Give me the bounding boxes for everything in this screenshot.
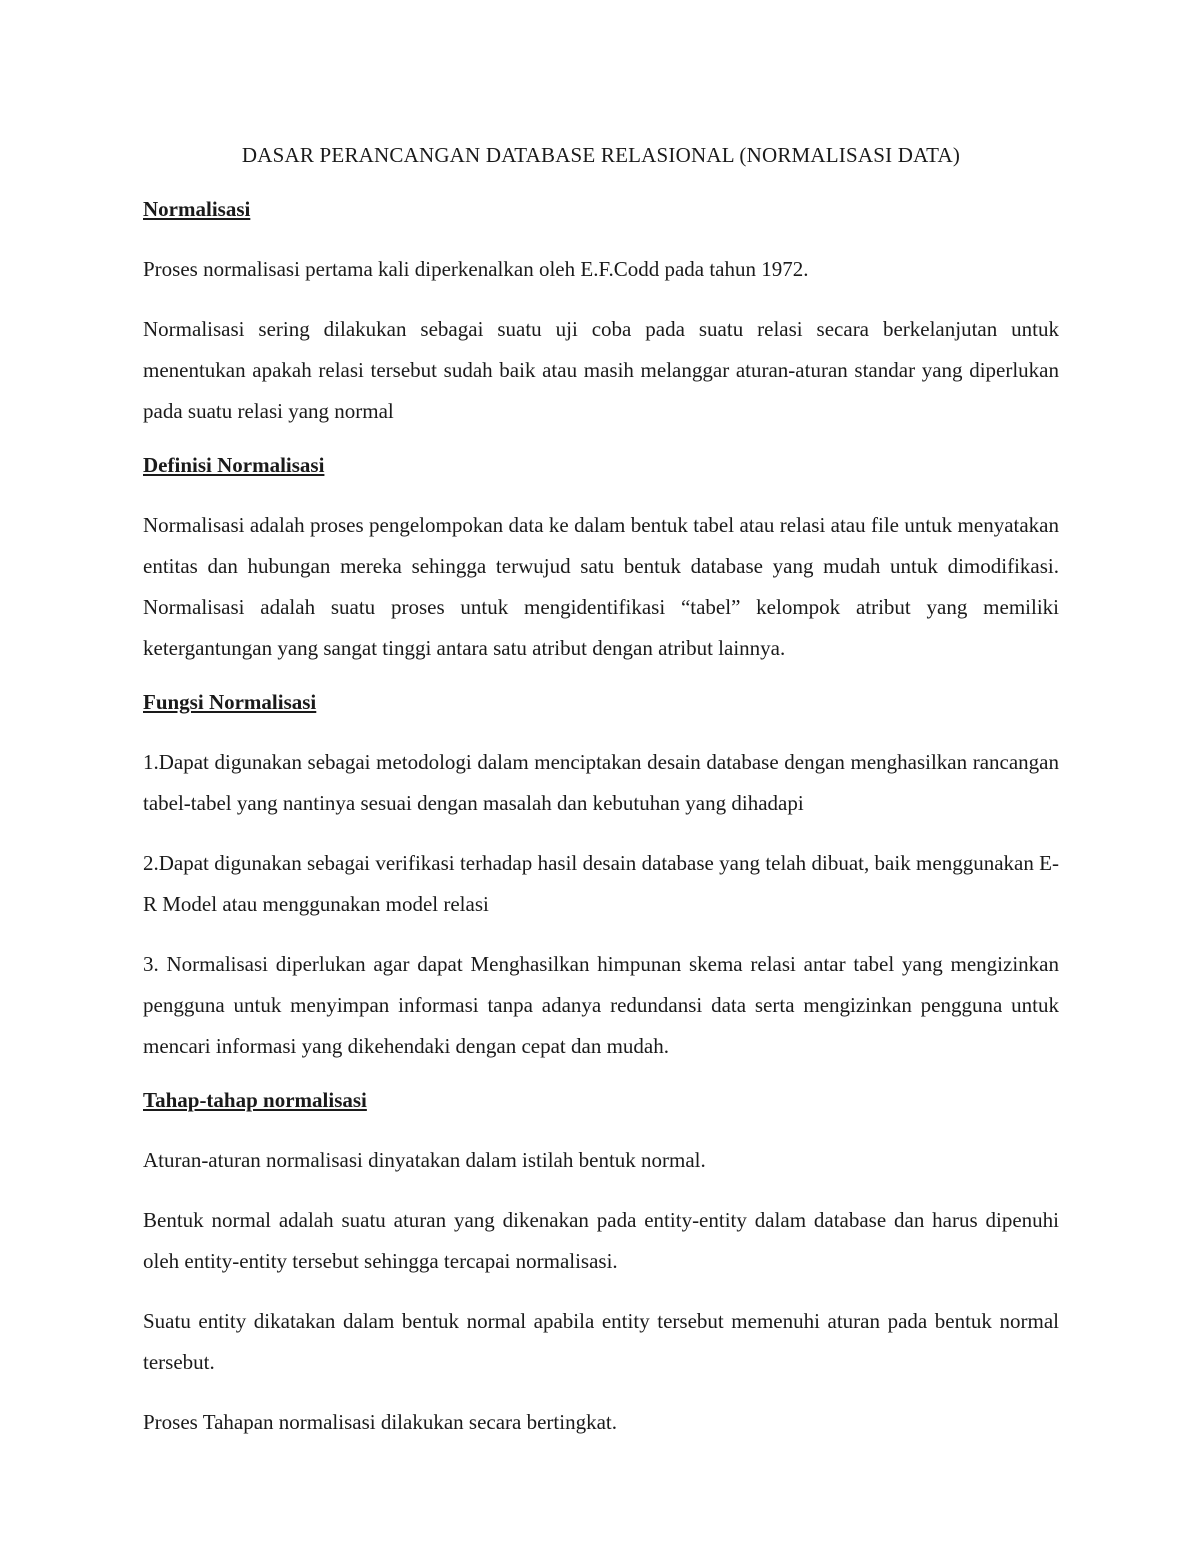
paragraph: Proses Tahapan normalisasi dilakukan secara bertingkat. [143, 1410, 617, 1434]
paragraph: 1.Dapat digunakan sebagai metodologi dalam menciptakan desain database dengan menghasilkan rancangan tabel-tabel yang nantinya sesuai dengan masalah dan kebutuhan yang dihadapi [143, 750, 1059, 815]
heading-fungsi-normalisasi: Fungsi Normalisasi [143, 690, 317, 714]
paragraph: Aturan-aturan normalisasi dinyatakan dalam istilah bentuk normal. [143, 1148, 706, 1172]
heading-normalisasi: Normalisasi [143, 197, 251, 221]
heading-definisi-normalisasi: Definisi Normalisasi [143, 453, 325, 477]
paragraph: 3. Normalisasi diperlukan agar dapat Menghasilkan himpunan skema relasi antar tabel yang mengizinkan pengguna untuk menyimpan informasi tanpa adanya redundansi data serta mengizinkan pengguna untuk mencari informasi yang dikehendaki dengan cepat dan mudah. [143, 952, 1059, 1058]
paragraph: Normalisasi sering dilakukan sebagai suatu uji coba pada suatu relasi secara berkelanjutan untuk menentukan apakah relasi tersebut sudah baik atau masih melanggar aturan-aturan standar yang diperlukan pada suatu relasi yang normal [143, 317, 1059, 423]
document-title: DASAR PERANCANGAN DATABASE RELASIONAL (NORMALISASI DATA) [241, 143, 961, 167]
paragraph: Proses normalisasi pertama kali diperkenalkan oleh E.F.Codd pada tahun 1972. [143, 257, 809, 281]
document-body [143, 141, 1059, 1462]
paragraph: Suatu entity dikatakan dalam bentuk normal apabila entity tersebut memenuhi aturan pada bentuk normal tersebut. [143, 1309, 1059, 1374]
paragraph: Bentuk normal adalah suatu aturan yang dikenakan pada entity-entity dalam database dan harus dipenuhi oleh entity-entity tersebut sehingga tercapai normalisasi. [143, 1208, 1059, 1273]
paragraph: 2.Dapat digunakan sebagai verifikasi terhadap hasil desain database yang telah dibuat, baik menggunakan E-R Model atau menggunakan model relasi [143, 851, 1059, 916]
heading-tahap-tahap-normalisasi: Tahap-tahap normalisasi [143, 1088, 367, 1112]
paragraph: Normalisasi adalah proses pengelompokan data ke dalam bentuk tabel atau relasi atau file untuk menyatakan entitas dan hubungan mereka sehingga terwujud satu bentuk database yang mudah untuk dimodifikasi. Normalisasi adalah suatu proses untuk mengidentifikasi “tabel” kelompok atribut yang memiliki ketergantungan yang sangat tinggi antara satu atribut dengan atribut lainnya. [143, 513, 1059, 660]
